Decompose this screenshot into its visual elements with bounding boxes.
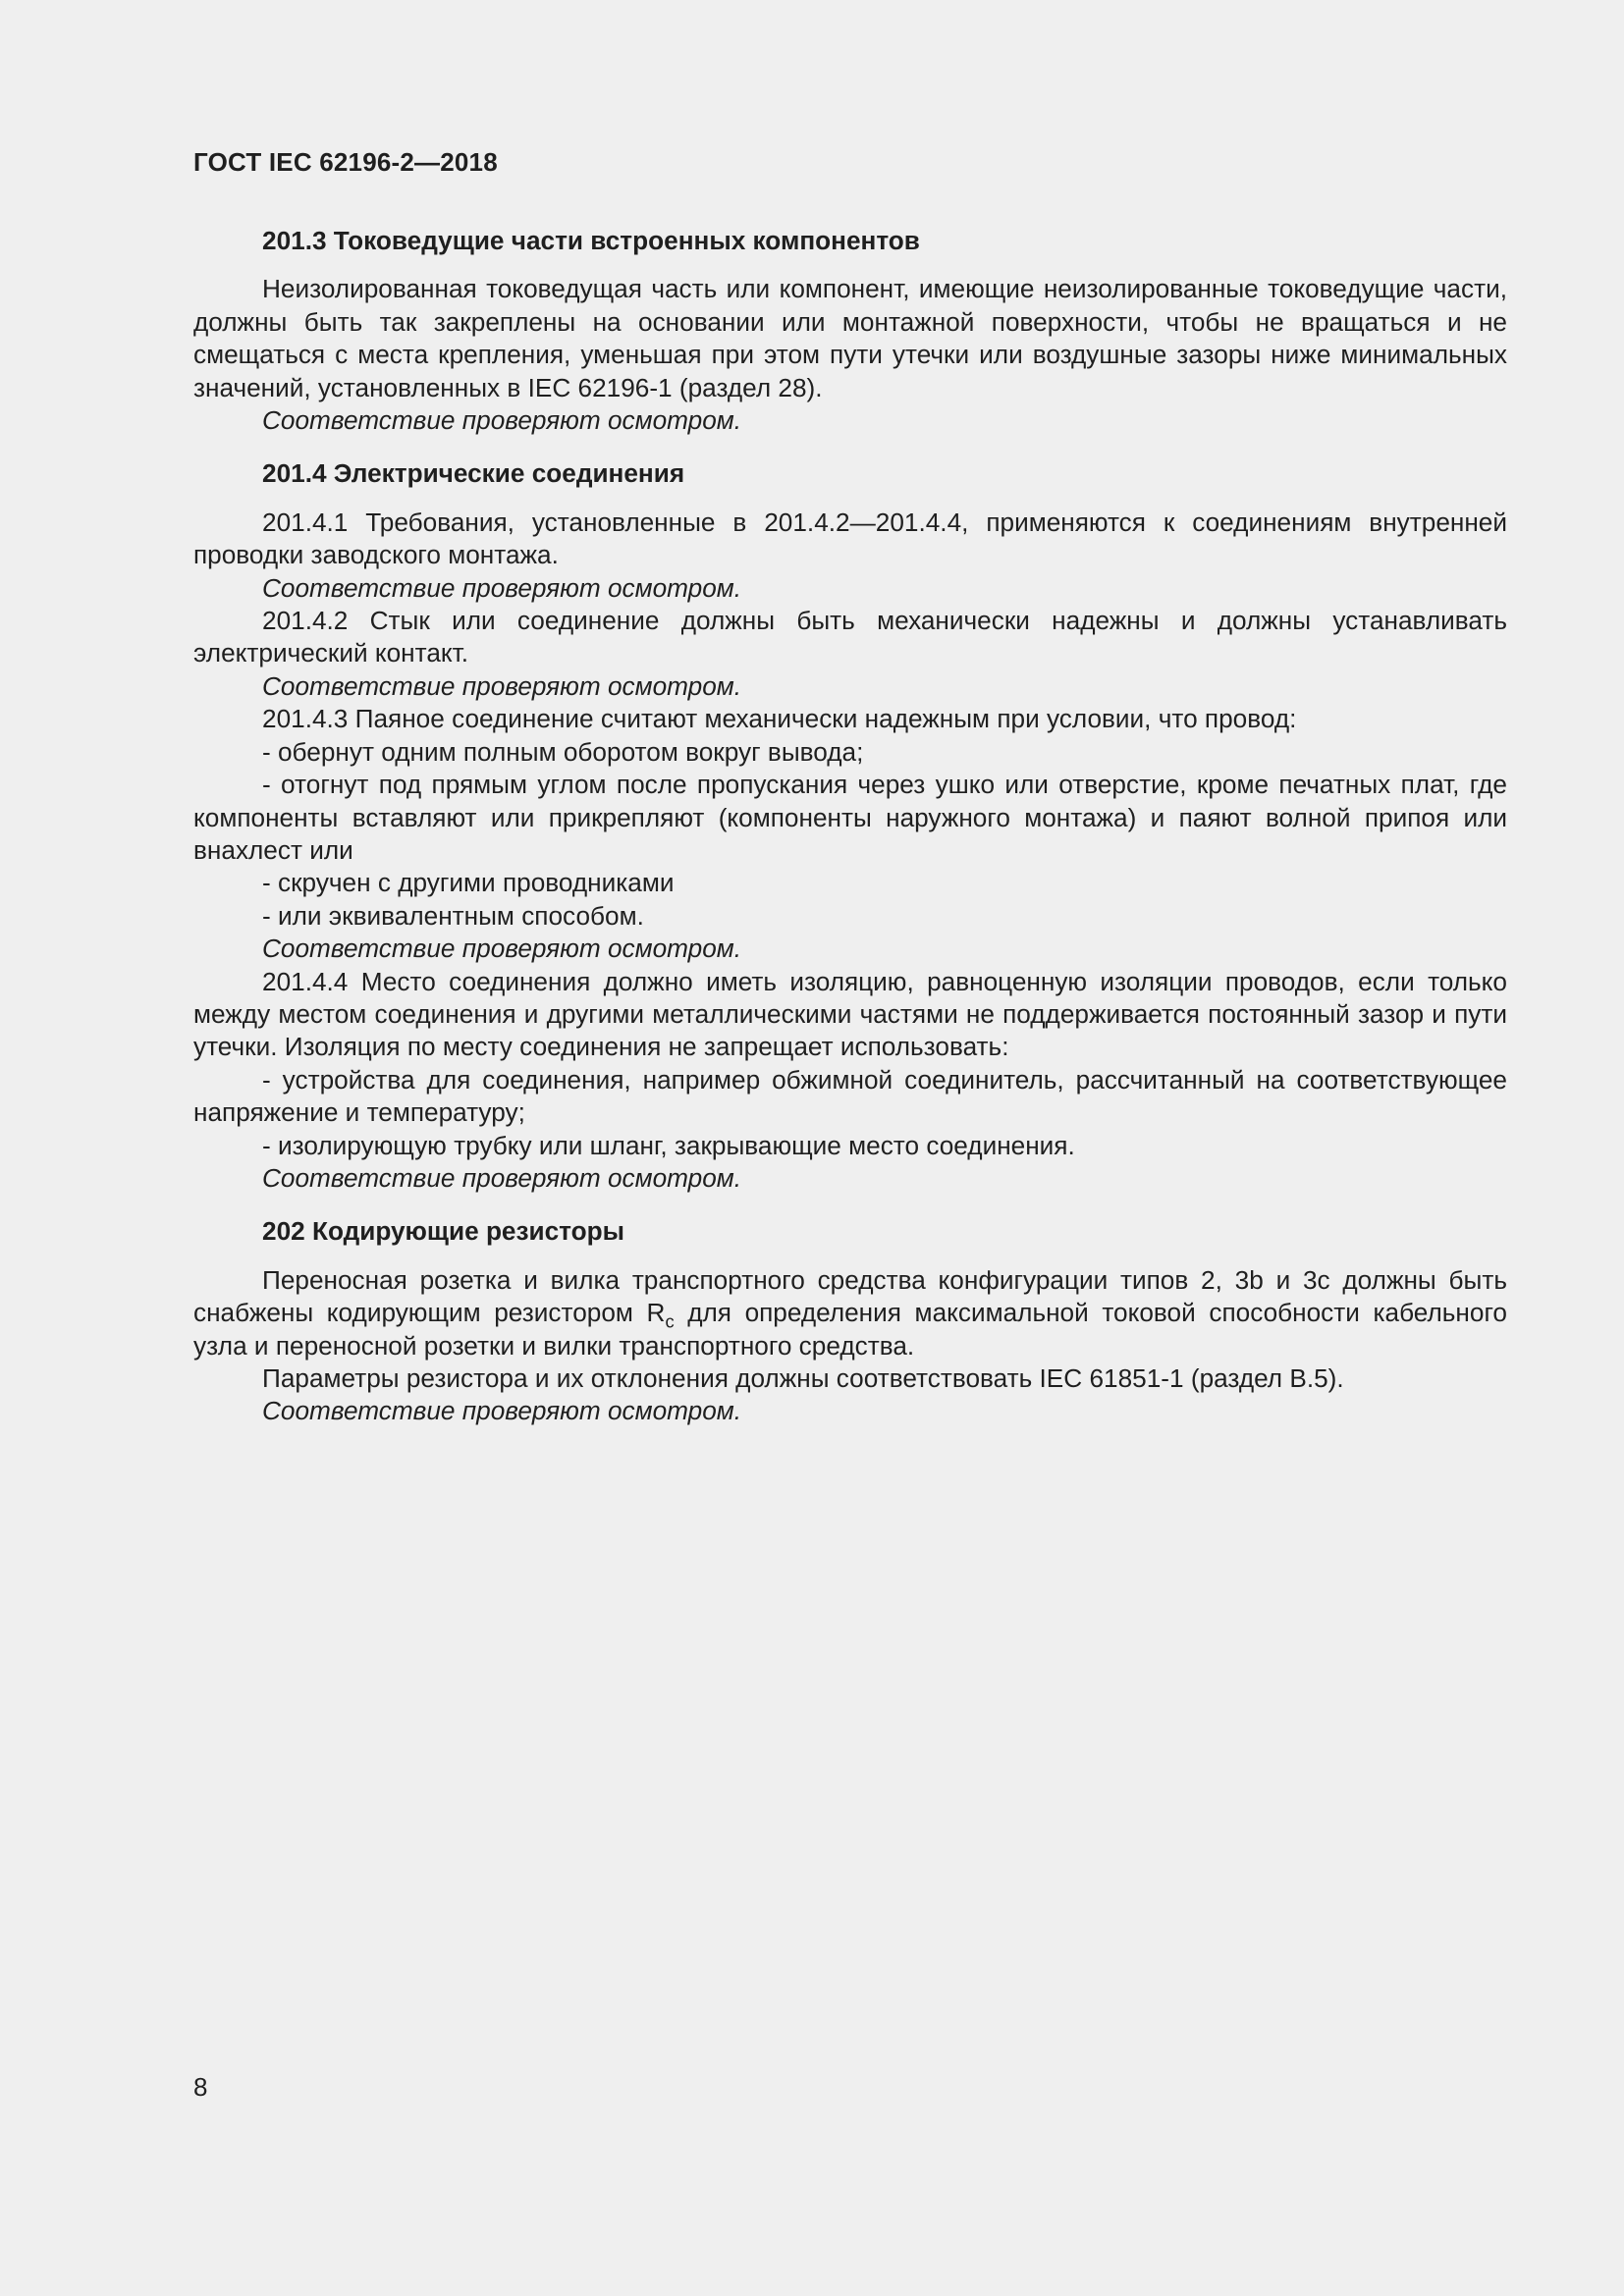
paragraph-202-2: Параметры резистора и их отклонения должны соответствовать IEC 61851-1 (раздел B.5). bbox=[262, 1363, 1344, 1393]
list-item: - отогнут под прямым углом после пропускания через ушко или отверстие, кроме печатных плат, где компоненты вставляют или прикрепляют (компоненты наружного монтажа) и паяют волной припоя или внахлест или bbox=[193, 770, 1507, 865]
paragraph-201-3: Неизолированная токоведущая часть или компонент, имеющие неизолированные токоведущие части, должны быть так закреплены на основании или монтажной поверхности, чтобы не вращаться и не смещаться с места крепления, уменьшая при этом пути утечки или воздушные зазоры ниже минимальных значений, установленных в IEC 62196-1 (раздел 28). bbox=[193, 274, 1507, 402]
compliance-note: Соответствие проверяют осмотром. bbox=[262, 670, 742, 701]
paragraph-202-1-end: для определения максимальной токовой способности кабельного узла и переносной розетки и вилки транспортного средства. bbox=[193, 1298, 1507, 1361]
list-item: - изолирующую трубку или шланг, закрывающие место соединения. bbox=[262, 1130, 1075, 1160]
section-heading-201-4: 201.4 Электрические соединения bbox=[262, 458, 685, 489]
list-item: - обернут одним полным оборотом вокруг вывода; bbox=[262, 736, 864, 767]
compliance-note: Соответствие проверяют осмотром. bbox=[262, 1396, 742, 1426]
list-item: - устройства для соединения, например обжимной соединитель, рассчитанный на соответствующее напряжение и температуру; bbox=[193, 1064, 1507, 1128]
list-item: - скручен с другими проводниками bbox=[262, 868, 675, 898]
paragraph-201-4-2: 201.4.2 Стык или соединение должны быть механически надежны и должны устанавливать электрический контакт. bbox=[193, 606, 1507, 668]
paragraph-201-4-1: 201.4.1 Требования, установленные в 201.4.2—201.4.4, применяются к соединениям внутренней проводки заводского монтажа. bbox=[193, 507, 1507, 570]
paragraph-202-1-start: Переносная розетка и вилка транспортного средства конфигурации типов 2, 3b и 3c должны быть снабжены кодирующим резистором R bbox=[193, 1264, 1507, 1328]
standard-designation: ГОСТ IEC 62196-2—2018 bbox=[193, 147, 498, 177]
document-body bbox=[193, 225, 1507, 1428]
paragraph-202-1 bbox=[193, 1264, 1507, 1362]
compliance-note: Соответствие проверяют осмотром. bbox=[262, 934, 742, 964]
resistor-subscript: c bbox=[665, 1310, 675, 1332]
compliance-note: Соответствие проверяют осмотром. bbox=[262, 572, 742, 603]
compliance-note: Соответствие проверяют осмотром. bbox=[262, 1162, 742, 1193]
paragraph-201-4-3: 201.4.3 Паяное соединение считают механически надежным при условии, что провод: bbox=[262, 704, 1297, 734]
section-heading-202: 202 Кодирующие резисторы bbox=[262, 1216, 625, 1247]
page-number: 8 bbox=[193, 2072, 208, 2102]
section-heading-201-3: 201.3 Токоведущие части встроенных компонентов bbox=[262, 226, 920, 255]
paragraph-201-4-4: 201.4.4 Место соединения должно иметь изоляцию, равноценную изоляции проводов, если только между местом соединения и другими металлическими частями не поддерживается постоянный зазор и пути утечки. Изоляция по месту соединения не запрещает использовать: bbox=[193, 966, 1507, 1062]
list-item: - или эквивалентным способом. bbox=[262, 900, 644, 931]
compliance-note: Соответствие проверяют осмотром. bbox=[262, 405, 742, 436]
